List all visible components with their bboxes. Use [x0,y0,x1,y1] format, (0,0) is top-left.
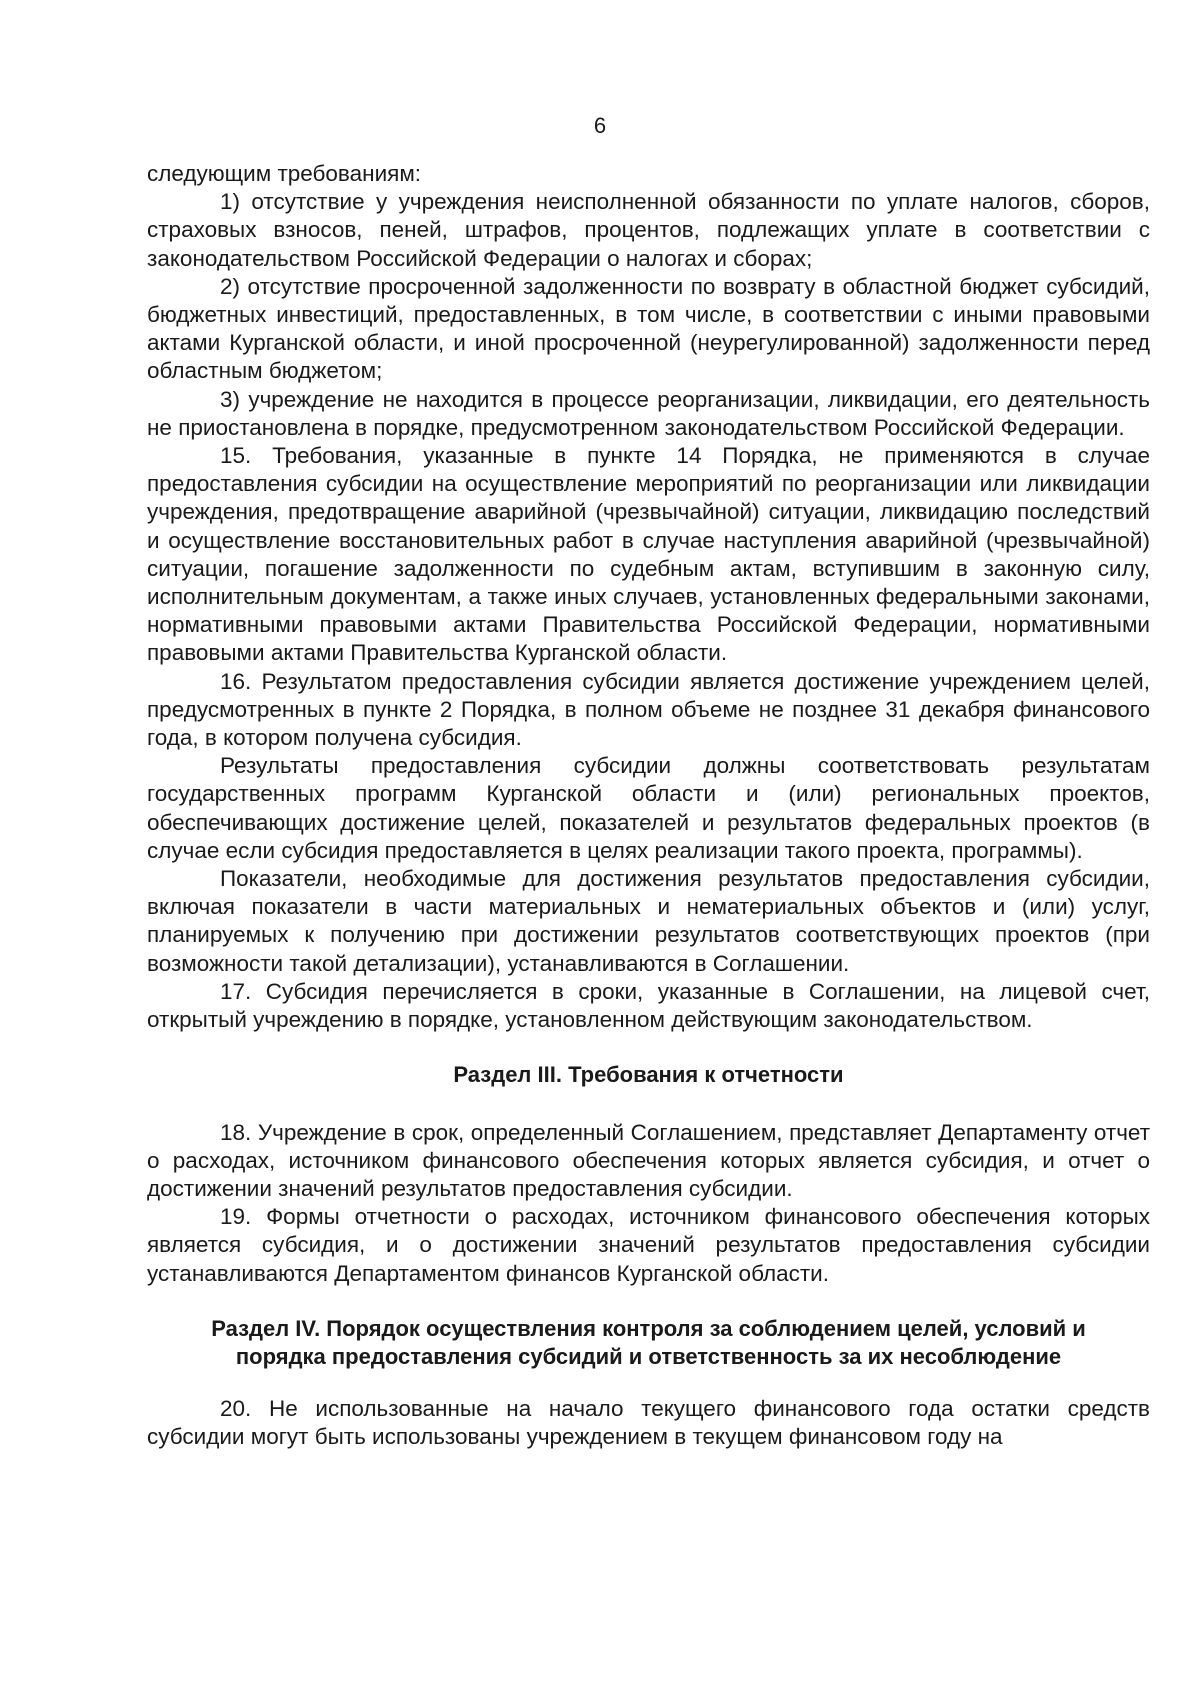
paragraph-requirement-3: 3) учреждение не находится в процессе реорганизации, ликвидации, его деятельность не приостановлена в порядке, предусмотренном законодательством Российской Федерации. [147,386,1150,440]
paragraph-results: Результаты предоставления субсидии должны соответствовать результатам государственных программ Курганской области и (или) региональных проектов, обеспечивающих достижение целей, показателей и результатов федеральных проектов (в случае если субсидия предоставляется в целях реализации такого проекта, программы). [147,753,1150,863]
section-4-heading [147,1315,1150,1371]
paragraph-item-20: 20. Не использованные на начало текущего финансового года остатки средств субсидии могут быть использованы учреждением в текущем финансовом году на [147,1396,1150,1450]
paragraph-item-15: 15. Требования, указанные в пункте 14 Порядка, не применяются в случае предоставления субсидии на осуществление мероприятий по реорганизации или ликвидации учреждения, предотвращение аварийной (чрезвычайной) ситуации, ликвидацию последствий и осуществление восстановительных работ в случае наступления аварийной (чрезвычайной) ситуации, погашение задолженности по судебным актам, вступившим в законную силу, исполнительным документам, а также иных случаев, установленных федеральными законами, нормативными правовыми актами Правительства Российской Федерации, нормативными правовыми актами Правительства Курганской области. [147,443,1150,666]
paragraph-item-17: 17. Субсидия перечисляется в сроки, указанные в Соглашении, на лицевой счет, открытый учреждению в порядке, установленном действующим законодательством. [147,978,1150,1033]
paragraph-requirement-1: 1) отсутствие у учреждения неисполненной обязанности по уплате налогов, сборов, страховых взносов, пеней, штрафов, процентов, подлежащих уплате в соответствии с законодательством Российской Федерации о налогах и сборах; [147,189,1150,271]
paragraph-continuation: следующим требованиям: [147,161,422,186]
page-number: 6 [593,113,607,138]
paragraph-item-19: 19. Формы отчетности о расходах, источником финансового обеспечения которых является субсидия, и о достижении значений результатов предоставления субсидии устанавливаются Департаментом финансов Курганской области. [147,1204,1150,1286]
document-body [147,160,1150,1452]
section-4-heading-line-1: Раздел IV. Порядок осуществления контроля за соблюдением целей, условий и [211,1315,1086,1341]
paragraph-item-18: 18. Учреждение в срок, определенный Соглашением, представляет Департаменту отчет о расходах, источником финансового обеспечения которых является субсидия, и отчет о достижении значений результатов предоставления субсидии. [147,1119,1150,1201]
paragraph-item-16: 16. Результатом предоставления субсидии является достижение учреждением целей, предусмотренных в пункте 2 Порядка, в полном объеме не позднее 31 декабря финансового года, в котором получена субсидия. [147,668,1150,751]
paragraph-requirement-2: 2) отсутствие просроченной задолженности по возврату в областной бюджет субсидий, бюджетных инвестиций, предоставленных, в том числе, в соответствии с иными правовыми актами Курганской области, и иной просроченной (неурегулированной) задолженности перед областным бюджетом; [147,273,1150,384]
paragraph-indicators: Показатели, необходимые для достижения результатов предоставления субсидии, включая показатели в части материальных и нематериальных объектов и (или) услуг, планируемых к получению при достижении результатов соответствующих проектов (при возможности такой детализации), устанавливаются в Соглашении. [147,866,1150,976]
section-4-heading-line-2: порядка предоставления субсидий и ответственность за их несоблюдение [235,1343,1062,1369]
section-3-heading: Раздел III. Требования к отчетности [453,1062,844,1088]
